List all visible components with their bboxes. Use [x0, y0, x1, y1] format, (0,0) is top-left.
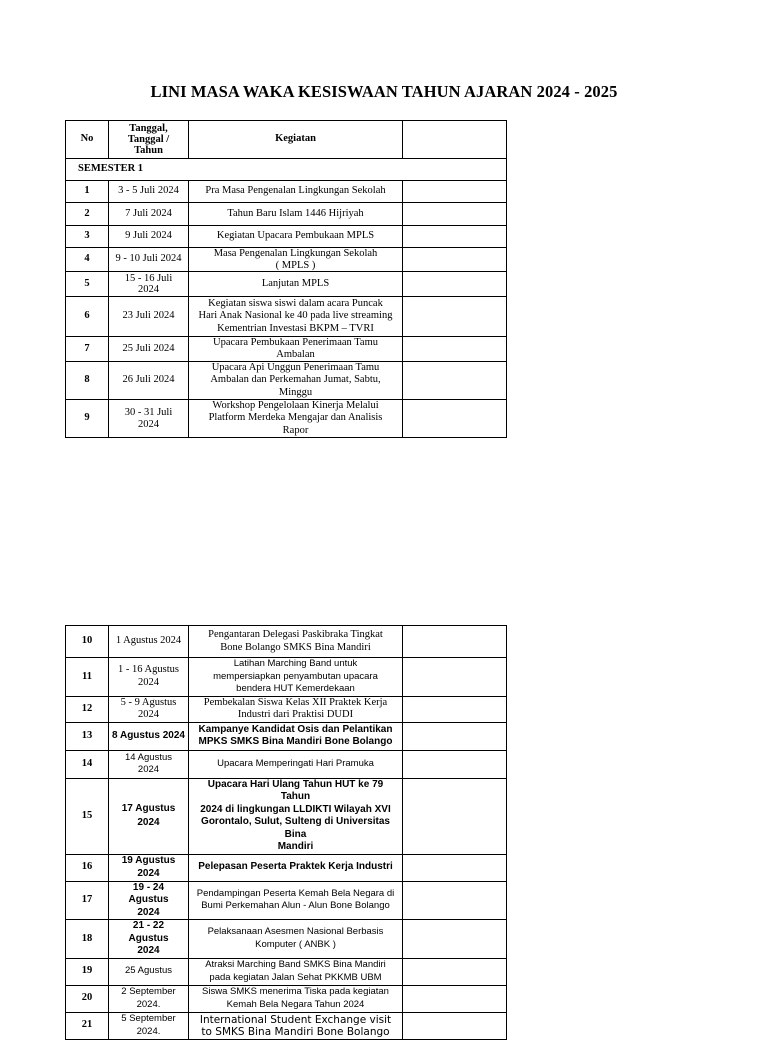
- row-extra: [403, 1012, 507, 1039]
- table-header-row: [66, 121, 507, 159]
- semester-label: SEMESTER 1: [66, 159, 507, 181]
- table-row: [66, 854, 507, 881]
- row-date: 23 Juli 2024: [109, 297, 189, 337]
- row-no: 7: [66, 337, 109, 362]
- row-no: 9: [66, 400, 109, 438]
- row-extra: [403, 362, 507, 400]
- header-date: Tanggal, Tanggal / Tahun: [109, 121, 189, 159]
- page-title: LINI MASA WAKA KESISWAAN TAHUN AJARAN 2024 - 2025: [150, 82, 618, 101]
- header-extra: [403, 121, 507, 159]
- header-no: No: [66, 121, 109, 159]
- row-extra: [403, 696, 507, 722]
- row-extra: [403, 722, 507, 750]
- row-date: 30 - 31 Juli 2024: [109, 400, 189, 438]
- table-row: [66, 226, 507, 248]
- row-activity: Pra Masa Pengenalan Lingkungan Sekolah: [189, 181, 403, 203]
- row-date: 19 Agustus 2024: [109, 854, 189, 881]
- row-activity: Siswa SMKS menerima Tiska pada kegiatan Kemah Bela Negara Tahun 2024: [189, 985, 403, 1012]
- row-extra: [403, 854, 507, 881]
- row-extra: [403, 181, 507, 203]
- table-row: [66, 297, 507, 337]
- table-row: [66, 181, 507, 203]
- row-activity: Lanjutan MPLS: [189, 272, 403, 297]
- table-row: [66, 248, 507, 272]
- row-no: 16: [66, 854, 109, 881]
- row-activity: Upacara Memperingati Hari Pramuka: [189, 750, 403, 778]
- row-date: 5 September 2024.: [109, 1012, 189, 1039]
- row-date: 21 - 22 Agustus 2024: [109, 920, 189, 959]
- row-no: 8: [66, 362, 109, 400]
- row-activity: Kegiatan siswa siswi dalam acara Puncak Hari Anak Nasional ke 40 pada live streaming Kementrian Investasi BKPM – TVRI: [189, 297, 403, 337]
- row-date: 25 Agustus: [109, 958, 189, 985]
- row-extra: [403, 778, 507, 854]
- row-no: 4: [66, 248, 109, 272]
- row-activity: Pengantaran Delegasi Paskibraka Tingkat Bone Bolango SMKS Bina Mandiri: [189, 626, 403, 658]
- table-row: [66, 626, 507, 658]
- row-date: 5 - 9 Agustus 2024: [109, 696, 189, 722]
- row-extra: [403, 626, 507, 658]
- row-activity: Pelaksanaan Asesmen Nasional Berbasis Komputer ( ANBK ): [189, 920, 403, 959]
- row-date: 19 - 24 Agustus 2024: [109, 881, 189, 920]
- row-date: 1 Agustus 2024: [109, 626, 189, 658]
- row-extra: [403, 958, 507, 985]
- row-extra: [403, 400, 507, 438]
- row-no: 14: [66, 750, 109, 778]
- row-date: 7 Juli 2024: [109, 203, 189, 226]
- row-no: 21: [66, 1012, 109, 1039]
- row-activity: Workshop Pengelolaan Kinerja Melalui Platform Merdeka Mengajar dan Analisis Rapor: [189, 400, 403, 438]
- row-no: 1: [66, 181, 109, 203]
- row-no: 10: [66, 626, 109, 658]
- row-no: 20: [66, 985, 109, 1012]
- row-date: 2 September 2024.: [109, 985, 189, 1012]
- row-extra: [403, 203, 507, 226]
- row-no: 13: [66, 722, 109, 750]
- row-activity: Kegiatan Upacara Pembukaan MPLS: [189, 226, 403, 248]
- row-date: 17 Agustus 2024: [109, 778, 189, 854]
- timeline-table-semester-1: [65, 120, 507, 438]
- row-no: 3: [66, 226, 109, 248]
- row-date: 25 Juli 2024: [109, 337, 189, 362]
- row-extra: [403, 985, 507, 1012]
- table-row: [66, 920, 507, 959]
- table-row: [66, 722, 507, 750]
- row-activity: Upacara Hari Ulang Tahun HUT ke 79 Tahun 2024 di lingkungan LLDIKTI Wilayah XVI Gorontalo, Sulut, Sulteng di Universitas Bina Mandiri: [189, 778, 403, 854]
- row-date: 26 Juli 2024: [109, 362, 189, 400]
- row-activity: Latihan Marching Band untuk mempersiapkan penyambutan upacara bendera HUT Kemerdekaan: [189, 658, 403, 697]
- row-no: 5: [66, 272, 109, 297]
- table-row: [66, 750, 507, 778]
- table-row: [66, 985, 507, 1012]
- table-row: [66, 337, 507, 362]
- row-extra: [403, 248, 507, 272]
- row-extra: [403, 920, 507, 959]
- row-activity: Pendampingan Peserta Kemah Bela Negara di Bumi Perkemahan Alun - Alun Bone Bolango: [189, 881, 403, 920]
- table-row: [66, 1012, 507, 1039]
- row-date: 14 Agustus 2024: [109, 750, 189, 778]
- row-no: 11: [66, 658, 109, 697]
- header-activity: Kegiatan: [189, 121, 403, 159]
- row-extra: [403, 297, 507, 337]
- row-no: 17: [66, 881, 109, 920]
- row-activity: Masa Pengenalan Lingkungan Sekolah ( MPLS ): [189, 248, 403, 272]
- row-activity: Pembekalan Siswa Kelas XII Praktek Kerja Industri dari Praktisi DUDI: [189, 696, 403, 722]
- row-no: 6: [66, 297, 109, 337]
- row-extra: [403, 272, 507, 297]
- row-date: 15 - 16 Juli 2024: [109, 272, 189, 297]
- row-extra: [403, 337, 507, 362]
- table-row: [66, 203, 507, 226]
- row-extra: [403, 658, 507, 697]
- table-row: [66, 658, 507, 697]
- row-date: 3 - 5 Juli 2024: [109, 181, 189, 203]
- row-date: 9 - 10 Juli 2024: [109, 248, 189, 272]
- row-activity: Pelepasan Peserta Praktek Kerja Industri: [189, 854, 403, 881]
- table-row: [66, 881, 507, 920]
- row-extra: [403, 881, 507, 920]
- row-activity: Tahun Baru Islam 1446 Hijriyah: [189, 203, 403, 226]
- table-row: [66, 400, 507, 438]
- table-row: [66, 958, 507, 985]
- row-activity: Upacara Api Unggun Penerimaan Tamu Ambalan dan Perkemahan Jumat, Sabtu, Minggu: [189, 362, 403, 400]
- row-activity: Kampanye Kandidat Osis dan Pelantikan MPKS SMKS Bina Mandiri Bone Bolango: [189, 722, 403, 750]
- row-no: 2: [66, 203, 109, 226]
- row-no: 18: [66, 920, 109, 959]
- row-activity: International Student Exchange visit to SMKS Bina Mandiri Bone Bolango: [189, 1012, 403, 1039]
- row-date: 9 Juli 2024: [109, 226, 189, 248]
- row-no: 19: [66, 958, 109, 985]
- row-activity: Upacara Pembukaan Penerimaan Tamu Ambalan: [189, 337, 403, 362]
- table-row: [66, 778, 507, 854]
- table-row: [66, 362, 507, 400]
- row-date: 1 - 16 Agustus 2024: [109, 658, 189, 697]
- semester-row: [66, 159, 507, 181]
- timeline-table-continued: [65, 625, 507, 1040]
- row-activity: Atraksi Marching Band SMKS Bina Mandiri pada kegiatan Jalan Sehat PKKMB UBM: [189, 958, 403, 985]
- row-date: 8 Agustus 2024: [109, 722, 189, 750]
- row-extra: [403, 226, 507, 248]
- table-row: [66, 272, 507, 297]
- table-row: [66, 696, 507, 722]
- row-extra: [403, 750, 507, 778]
- row-no: 15: [66, 778, 109, 854]
- row-no: 12: [66, 696, 109, 722]
